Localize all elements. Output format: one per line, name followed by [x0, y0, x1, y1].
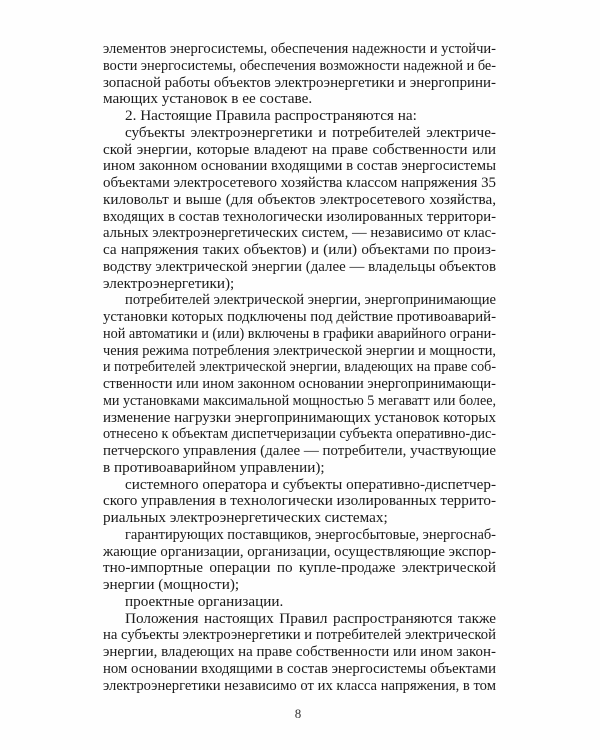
text-line: киловольт и выше (для объектов электросетевого хозяйства,	[103, 190, 496, 208]
text-line: установки которых подключены под действие противоаварий-	[103, 308, 496, 325]
text-line: отнесено к объектам диспетчеризации субъекта оперативно-дис-	[103, 425, 496, 443]
body-text	[103, 41, 496, 694]
text-line: ской энергии, которые владеют на праве собственности или	[103, 140, 496, 158]
paragraph-first-line: потребителей электрической энергии, энергопринимающие	[125, 291, 496, 309]
text-line: водству электрической энергии (далее — владельцы объектов	[103, 257, 496, 275]
text-line: ского управления в технологически изолированных террито-	[103, 492, 496, 510]
text-line: альных электроэнергетических систем, — независимо от клас-	[103, 224, 496, 242]
paragraph-first-line: гарантирующих поставщиков, энергосбытовые, энергоснаб-	[125, 525, 496, 543]
text-line: ном основании входящими в состав энергосистемы объектами	[103, 659, 496, 677]
text-line: мающих установок в ее составе.	[103, 90, 313, 108]
text-line: объектами электросетевого хозяйства классом напряжения 35	[103, 174, 496, 191]
text-line: в противоаварийном управлении);	[103, 458, 325, 476]
paragraph-first-line: Положения настоящих Правил распространяются также	[125, 609, 496, 627]
text-line: са напряжения таких объектов) и (или) объектами по произ-	[103, 241, 496, 258]
page-number: 8	[294, 706, 302, 721]
text-line: чения режима потребления электрической энергии и мощности,	[103, 341, 496, 359]
text-line: энергии, владеющих на праве собственности или ином закон-	[103, 643, 496, 660]
text-line: жающие организации, организации, осуществляющие экспор-	[103, 542, 496, 560]
text-line: ственности или ином законном основании энергопринимающи-	[103, 375, 496, 392]
text-line: риальных электроэнергетических системах;	[103, 509, 388, 526]
text-line: тно-импортные операции по купле-продаже электрической	[103, 559, 496, 577]
text-line: ми установками максимальной мощностью 5 мегаватт или более,	[103, 391, 496, 409]
text-line: энергии (мощности);	[103, 576, 240, 593]
paragraph-first-line: системного оператора и субъекты оперативно-диспетчер-	[125, 475, 496, 493]
text-line: электроэнергетики);	[103, 274, 235, 292]
text-line: на субъекты электроэнергетики и потребителей электрической	[103, 626, 496, 644]
text-line: петчерского управления (далее — потребители, участвующие	[103, 442, 496, 459]
text-line: изменение нагрузки энергопринимающих установок которых	[103, 408, 496, 426]
text-line: вости энергосистемы, обеспечения возможности надежной и бе-	[103, 56, 496, 74]
paragraph-first-line: проектные организации.	[125, 592, 284, 610]
paragraph-first-line: 2. Настоящие Правила распространяются на:	[125, 107, 417, 124]
text-line: элементов энергосистемы, обеспечения надежности и устойчи-	[103, 40, 496, 57]
text-line: зопасной работы объектов электроэнергетики и энергоприни-	[103, 73, 496, 91]
text-line: входящих в состав технологически изолированных территори-	[103, 207, 496, 225]
text-line: и потребителей электрической энергии, владеющих на праве соб-	[103, 358, 496, 376]
text-line: электроэнергетики независимо от их класса напряжения, в том	[103, 676, 496, 694]
paragraph-first-line: субъекты электроэнергетики и потребителей электриче-	[125, 123, 496, 141]
text-line: ной автоматики и (или) включены в графики аварийного ограни-	[103, 324, 496, 342]
text-line: ином законном основании входящими в состав энергосистемы	[103, 157, 496, 175]
